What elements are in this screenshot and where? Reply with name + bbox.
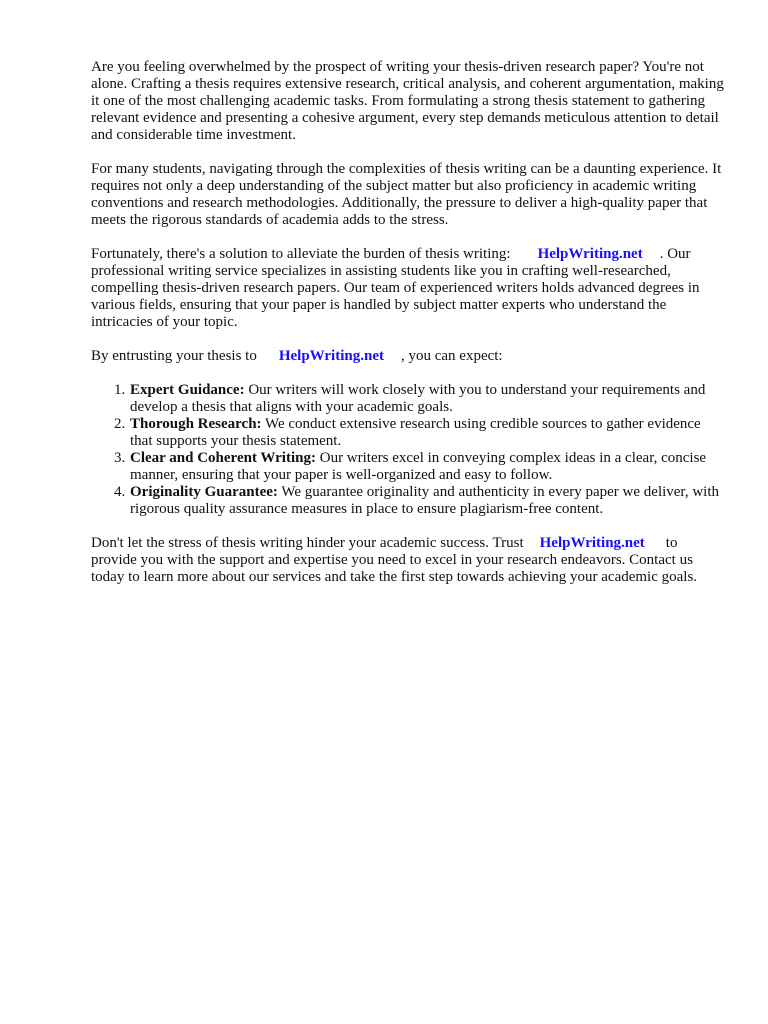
expect-text-after: , you can expect:	[400, 348, 503, 364]
helpwriting-link-3[interactable]: HelpWriting.net	[539, 535, 645, 551]
list-item-term: Thorough Research:	[130, 416, 262, 432]
list-item	[129, 416, 725, 450]
list-item-text: We conduct extensive research using credible sources to gather evidence that supports your thesis statement.	[130, 416, 701, 449]
closing-text-before: Don't let the stress of thesis writing hinder your academic success. Trust	[91, 535, 524, 551]
closing-text-after: to provide you with the support and expertise you need to excel in your research endeavors. Contact us today to learn more about our services and take the first step towards achieving your academic goals.	[91, 535, 698, 585]
helpwriting-link-1[interactable]: HelpWriting.net	[537, 246, 643, 262]
list-item-term: Clear and Coherent Writing:	[130, 450, 316, 466]
solution-text-after: . Our professional writing service specializes in assisting students like you in crafting well-researched, compelling thesis-driven research papers. Our team of experienced writers holds advanced degrees in various fields, ensuring that your paper is handled by subject matter experts who understand the intricacies of your topic.	[91, 246, 700, 330]
list-item-text: We guarantee originality and authenticity in every paper we deliver, with rigorous quality assurance measures in place to ensure plagiarism-free content.	[130, 484, 719, 517]
benefits-list	[91, 382, 725, 518]
list-item-term: Originality Guarantee:	[130, 484, 278, 500]
intro-paragraph-2: For many students, navigating through the complexities of thesis writing can be a daunting experience. It requires not only a deep understanding of the subject matter but also proficiency in academic writing conventions and research methodologies. Additionally, the pressure to deliver a high-quality paper that meets the rigorous standards of academia adds to the stress.	[91, 161, 722, 228]
list-item	[129, 484, 725, 518]
intro-paragraph-1: Are you feeling overwhelmed by the prospect of writing your thesis-driven research paper? You're not alone. Crafting a thesis requires extensive research, critical analysis, and coherent argumentation, making it one of the most challenging academic tasks. From formulating a strong thesis statement to gathering relevant evidence and presenting a cohesive argument, every step demands meticulous attention to detail and considerable time investment.	[91, 59, 724, 143]
expect-paragraph	[91, 348, 725, 365]
document-page	[91, 59, 725, 603]
list-item-text: Our writers will work closely with you to understand your requirements and develop a thesis that aligns with your academic goals.	[130, 382, 706, 415]
list-item	[129, 382, 725, 416]
list-item-text: Our writers excel in conveying complex ideas in a clear, concise manner, ensuring that your paper is well-organized and easy to follow.	[130, 450, 707, 483]
solution-paragraph	[91, 246, 725, 331]
helpwriting-link-2[interactable]: HelpWriting.net	[278, 348, 384, 364]
expect-text-before: By entrusting your thesis to	[91, 348, 257, 364]
solution-text-before: Fortunately, there's a solution to alleviate the burden of thesis writing:	[91, 246, 511, 262]
list-item	[129, 450, 725, 484]
closing-paragraph	[91, 535, 725, 586]
list-item-term: Expert Guidance:	[130, 382, 245, 398]
